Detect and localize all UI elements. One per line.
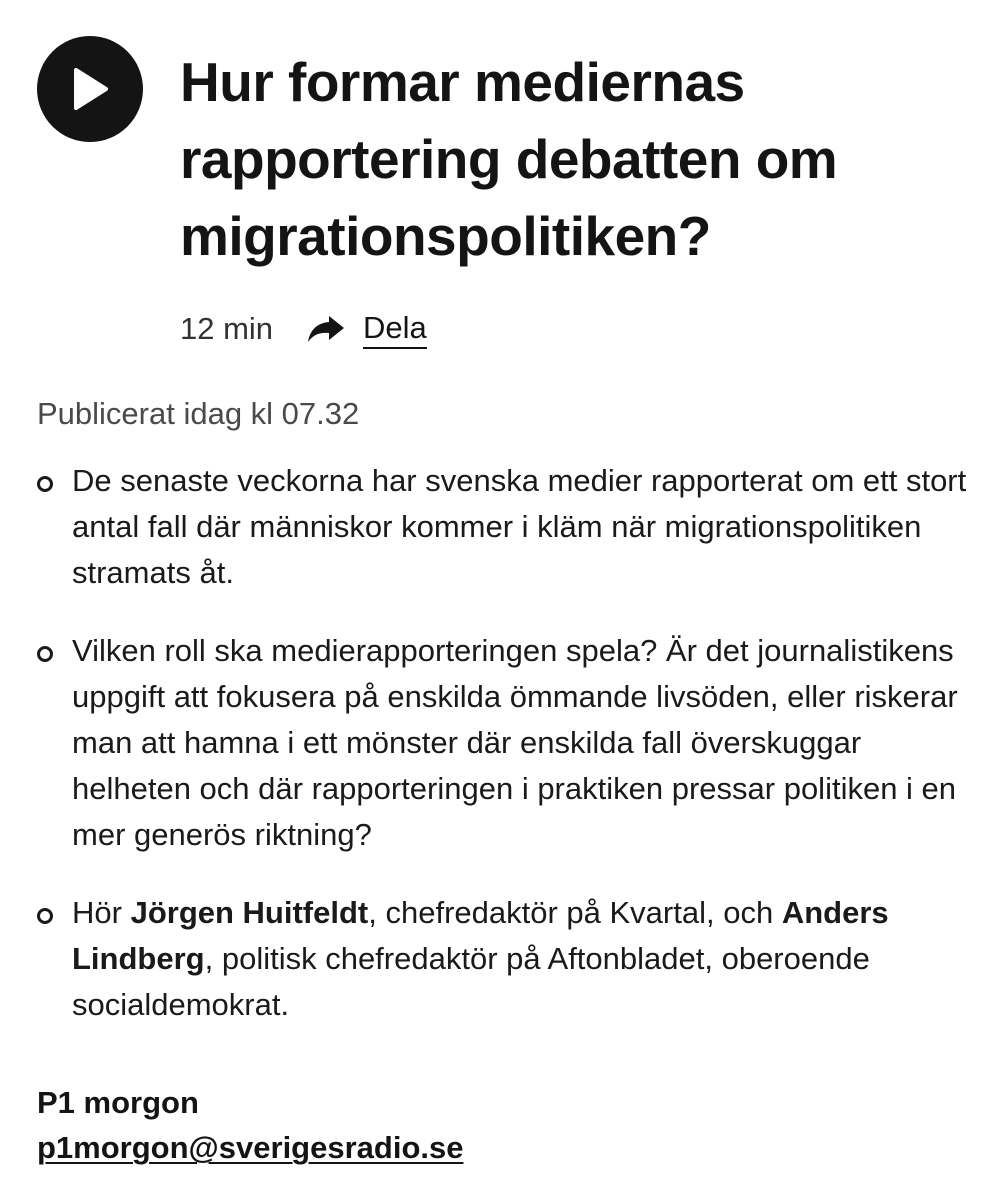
play-button[interactable] <box>37 36 143 142</box>
program-email-link[interactable]: p1morgon@sverigesradio.se <box>37 1130 464 1165</box>
list-item <box>37 890 977 1028</box>
bullet-text-part: Hör <box>72 895 131 930</box>
publish-date: Publicerat idag kl 07.32 <box>37 396 360 431</box>
bullet-text: De senaste veckorna har svenska medier rapporterat om ett stort antal fall där människor kommer i kläm när migrationspolitiken stramats åt. <box>72 463 967 590</box>
bullet-icon <box>37 476 53 492</box>
share-arrow-icon <box>307 315 345 343</box>
bullet-icon <box>37 908 53 924</box>
episode-title: Hur formar mediernas rapportering debatten om migrationspolitiken? <box>180 51 838 267</box>
episode-duration: 12 min <box>180 311 274 346</box>
bullet-icon <box>37 646 53 662</box>
share-button[interactable] <box>307 309 427 349</box>
bullet-text: Vilken roll ska medierapporteringen spela? Är det journalistikens uppgift att fokusera på enskilda ömmande livsöden, eller riskerar man att hamna i ett mönster där enskilda fall överskuggar helheten och där rapporteringen i praktiken pressar politiken i en mer generös riktning? <box>72 633 958 852</box>
share-label: Dela <box>363 309 427 349</box>
bullet-text-part: , chefredaktör på Kvartal, och <box>368 895 782 930</box>
list-item <box>37 458 977 596</box>
program-footer <box>37 1080 463 1170</box>
guest-name: Anders Lindberg <box>72 895 889 976</box>
program-name: P1 morgon <box>37 1085 199 1120</box>
episode-description-list <box>37 458 977 1028</box>
list-item <box>37 628 977 858</box>
play-icon <box>70 67 110 111</box>
guest-name: Jörgen Huitfeldt <box>130 895 369 930</box>
episode-meta <box>180 304 427 354</box>
bullet-text-part: , politisk chefredaktör på Aftonbladet, oberoende socialdemokrat. <box>72 941 870 1022</box>
